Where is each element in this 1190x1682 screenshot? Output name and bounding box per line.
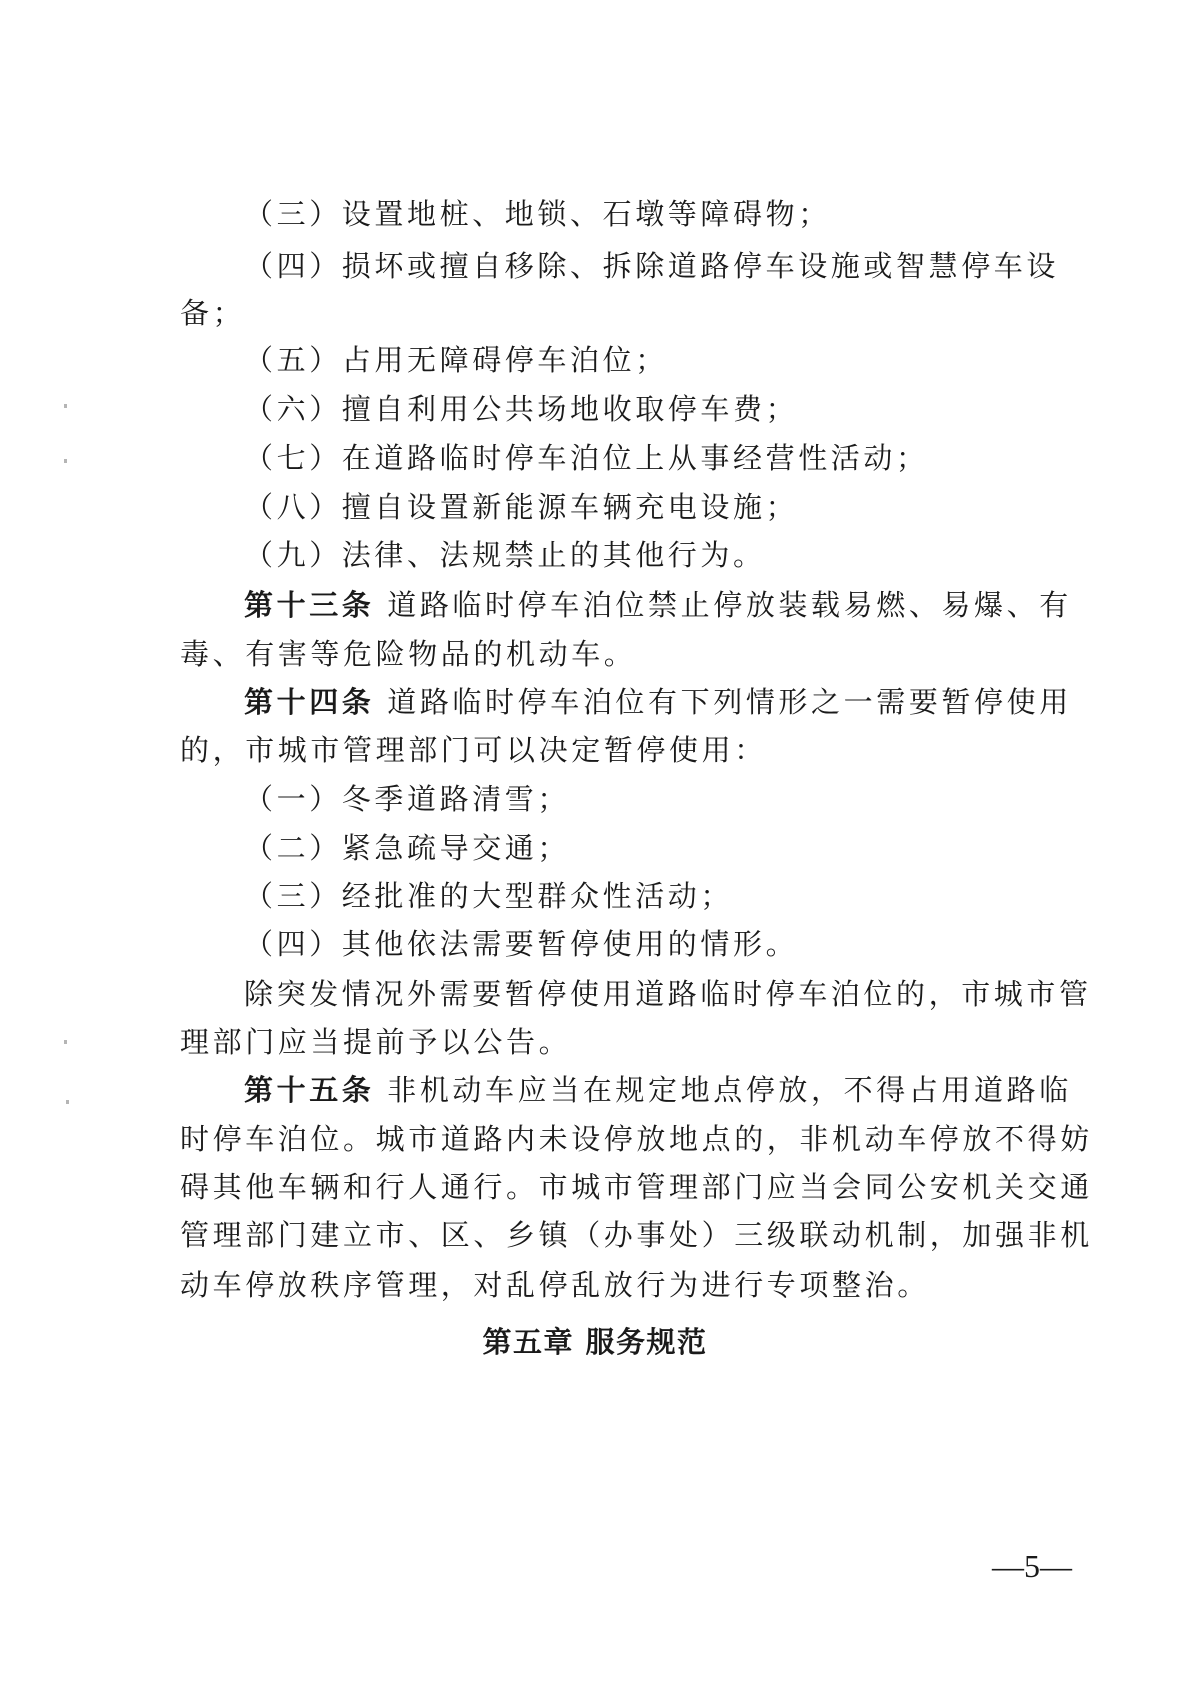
article-13-line (244, 588, 1072, 622)
text-line: （四）损坏或擅自移除、拆除道路停车设施或智慧停车设 (244, 249, 1060, 283)
article-13-label: 第十三条 (244, 588, 375, 622)
text-line: （七）在道路临时停车泊位上从事经营性活动； (244, 441, 929, 475)
text-line: （四）其他依法需要暂停使用的情形。 (244, 927, 799, 961)
text-line: （三）设置地桩、地锁、石墩等障碍物； (244, 197, 831, 231)
text-line: （六）擅自利用公共场地收取停车费； (244, 392, 799, 426)
text-line: 碍其他车辆和行人通行。市城市管理部门应当会同公安机关交通 (180, 1170, 1093, 1204)
page-number: —5— (992, 1548, 1072, 1584)
text-line: （九）法律、法规禁止的其他行为。 (244, 538, 766, 572)
chapter-title: 第五章 服务规范 (482, 1325, 708, 1359)
text-line: 管理部门建立市、区、乡镇（办事处）三级联动机制，加强非机 (180, 1218, 1093, 1252)
text-line: 备； (180, 296, 246, 330)
text-line: （二）紧急疏导交通； (244, 831, 571, 865)
text-line: 毒、有害等危险物品的机动车。 (180, 637, 637, 671)
text-line: （三）经批准的大型群众性活动； (244, 879, 734, 913)
article-14-label: 第十四条 (244, 685, 375, 719)
text-line: 理部门应当提前予以公告。 (180, 1025, 572, 1059)
text-line: （一）冬季道路清雪； (244, 782, 571, 816)
scan-mark (64, 459, 67, 463)
text-line: 时停车泊位。城市道路内未设停放地点的，非机动车停放不得妨 (180, 1122, 1093, 1156)
text-line: 动车停放秩序管理，对乱停乱放行为进行专项整治。 (180, 1268, 930, 1302)
article-15-line (244, 1073, 1072, 1107)
text-line: 非机动车应当在规定地点停放，不得占用道路临 (387, 1073, 1072, 1107)
scan-mark (64, 1040, 67, 1044)
text-line: 道路临时停车泊位有下列情形之一需要暂停使用 (387, 685, 1072, 719)
article-15-label: 第十五条 (244, 1073, 375, 1107)
scan-mark (66, 1100, 69, 1104)
scan-mark (64, 404, 67, 408)
text-line: （八）擅自设置新能源车辆充电设施； (244, 490, 799, 524)
text-line: （五）占用无障碍停车泊位； (244, 343, 668, 377)
text-line: 道路临时停车泊位禁止停放装载易燃、易爆、有 (387, 588, 1072, 622)
text-line: 的，市城市管理部门可以决定暂停使用： (180, 733, 767, 767)
article-14-line (244, 685, 1072, 719)
text-line: 除突发情况外需要暂停使用道路临时停车泊位的，市城市管 (244, 977, 1092, 1011)
